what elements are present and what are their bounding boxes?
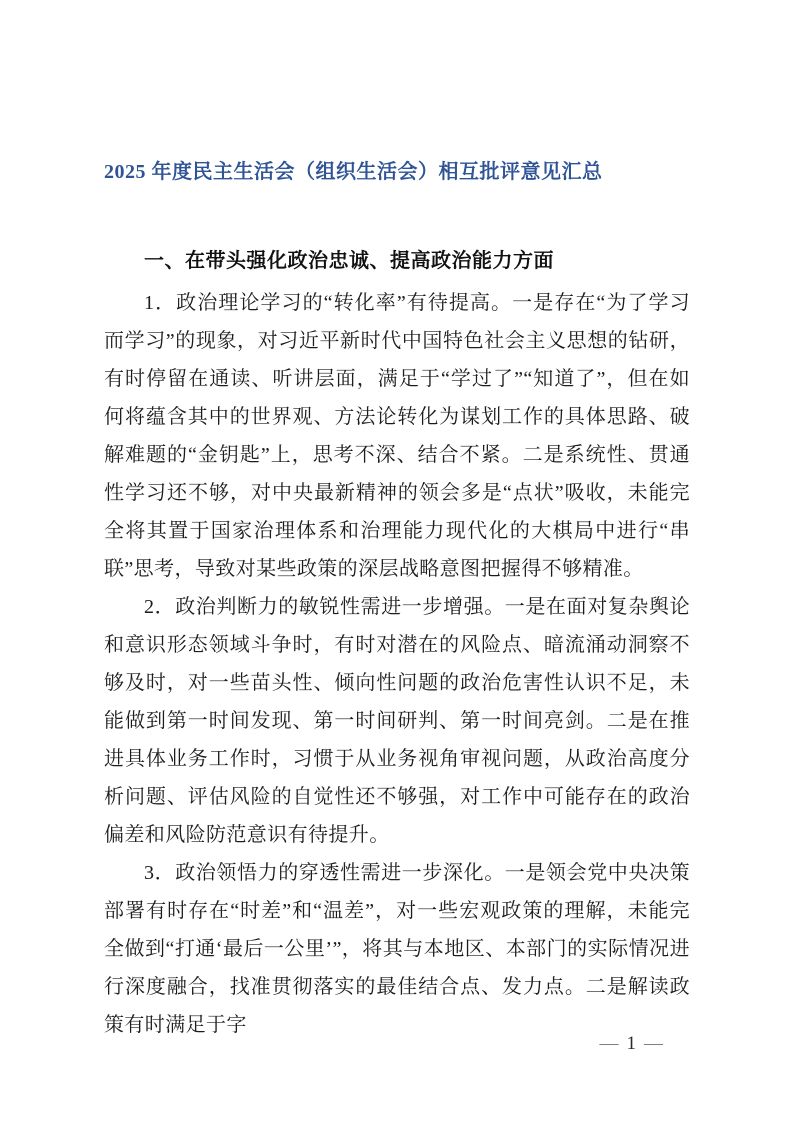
paragraph-3: 3．政治领悟力的穿透性需进一步深化。一是领会党中央决策部署有时存在“时差”和“温差”，对一些宏观政策的理解，未能完全做到“打通‘最后一公里’”，将其与本地区、本部门的实际情况进行深度融合，找准贯彻落实的最佳结合点、发力点。二是解读政策有时满足于字 — [104, 862, 690, 1036]
section-heading: 一、在带头强化政治忠诚、提高政治能力方面 — [144, 250, 554, 272]
page-number: 1 — [626, 1033, 638, 1054]
footer-left-dash: — — [599, 1033, 621, 1054]
paragraph-2: 2．政治判断力的敏锐性需进一步增强。一是在面对复杂舆论和意识形态领域斗争时，有时对潜在的风险点、暗流涌动洞察不够及时，对一些苗头性、倾向性问题的政治危害性认识不足，未能做到第一时间发现、第一时间研判、第一时间亮剑。二是在推进具体业务工作时，习惯于从业务视角审视问题，从政治高度分析问题、评估风险的自觉性还不够强，对工作中可能存在的政治偏差和风险防范意识有待提升。 — [104, 596, 690, 846]
page-footer — [600, 1032, 666, 1056]
document-title: 2025 年度民主生活会（组织生活会）相互批评意见汇总 — [104, 161, 603, 183]
document-content — [104, 158, 690, 1044]
footer-right-dash: — — [644, 1033, 665, 1054]
paragraph-1: 1．政治理论学习的“转化率”有待提高。一是存在“为了学习而学习”的现象，对习近平新时代中国特色社会主义思想的钻研，有时停留在通读、听讲层面，满足于“学过了”“知道了”，但在如何将蕴含其中的世界观、方法论转化为谋划工作的具体思路、破解难题的“金钥匙”上，思考不深、结合不紧。二是系统性、贯通性学习还不够，对中央最新精神的领会多是“点状”吸收，未能完全将其置于国家治理体系和治理能力现代化的大棋局中进行“串联”思考，导致对某些政策的深层战略意图把握得不够精准。 — [104, 292, 690, 580]
